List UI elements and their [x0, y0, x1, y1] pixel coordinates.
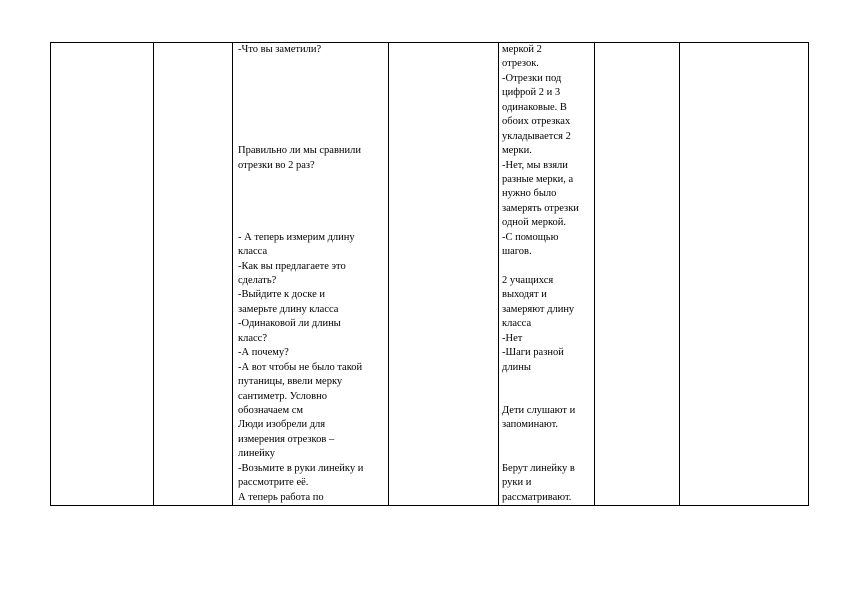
- student-text-line: запоминают.: [502, 419, 559, 431]
- teacher-text-line: - А теперь измерим длину: [238, 231, 355, 243]
- blank-line: [502, 433, 591, 447]
- student-text-line: меркой 2: [502, 44, 542, 55]
- teacher-text-line: сделать?: [238, 275, 277, 286]
- blank-line: [238, 86, 384, 100]
- student-text-line: мерки.: [502, 145, 532, 157]
- teacher-text-line: -Что вы заметили?: [238, 44, 322, 55]
- teacher-text-line: -Выйдите к доске и: [238, 289, 325, 301]
- student-text-line: укладывается 2: [502, 130, 571, 142]
- student-text-line: -С помощью: [502, 231, 559, 243]
- student-text-line: одинаковые. В: [502, 101, 567, 113]
- student-text-line: обоих отрезках: [502, 116, 571, 128]
- blank-line: [238, 202, 384, 216]
- blank-line: [238, 72, 384, 86]
- student-activity-cell: [499, 43, 595, 506]
- student-text-line: нужно было: [502, 188, 557, 200]
- teacher-text-line: -А почему?: [238, 347, 289, 359]
- teacher-text-line: линейку: [238, 448, 275, 460]
- uud-cell: [595, 43, 680, 506]
- teacher-text-line: -Одинаковой ли длины: [238, 318, 341, 330]
- teacher-text-line: Люди изобрели для: [238, 419, 326, 431]
- teacher-text-line: рассмотрите её.: [238, 477, 309, 489]
- student-text-line: выходят и: [502, 289, 547, 301]
- student-text-line: замерять отрезки: [502, 202, 579, 214]
- teacher-text-line: путаницы, ввели мерку: [238, 376, 343, 388]
- student-text-line: руки и: [502, 477, 532, 489]
- student-text-line: длины: [502, 361, 531, 373]
- student-text-line: разные мерки, а: [502, 173, 574, 185]
- student-text-line: отрезок.: [502, 58, 539, 70]
- blank-line: [502, 260, 591, 274]
- blank-line: [238, 57, 384, 71]
- lesson-plan-table: [50, 42, 809, 506]
- student-text-line: Берут линейку в: [502, 462, 575, 474]
- student-text-line: одной меркой.: [502, 217, 567, 229]
- teacher-text-line: -Как вы предлагаете это: [238, 260, 346, 272]
- blank-line: [238, 115, 384, 129]
- table-row: [51, 43, 809, 506]
- teacher-text-line: обозначаем см: [238, 404, 304, 416]
- blank-line: [238, 216, 384, 230]
- student-text-line: 2 учащихся: [502, 275, 554, 286]
- student-activity-text: [499, 43, 594, 505]
- teacher-text-line: класса: [238, 246, 268, 258]
- teacher-text-line: отрезки во 2 раз?: [238, 159, 315, 171]
- stage-cell: [51, 43, 154, 506]
- student-text-line: -Нет, мы взяли: [502, 159, 568, 171]
- blank-line: [238, 173, 384, 187]
- teacher-text-line: измерения отрезков –: [238, 433, 335, 445]
- student-text-line: класса: [502, 318, 532, 330]
- blank-line: [238, 187, 384, 201]
- methods-cell: [389, 43, 499, 506]
- teacher-activity-text: [233, 43, 388, 505]
- blank-line: [502, 375, 591, 389]
- time-cell: [154, 43, 233, 506]
- blank-line: [502, 390, 591, 404]
- student-text-line: -Шаги разной: [502, 347, 564, 359]
- blank-line: [502, 447, 591, 461]
- student-text-line: -Нет: [502, 332, 523, 344]
- blank-line: [238, 101, 384, 115]
- student-text-line: шагов.: [502, 246, 532, 258]
- student-text-line: -Отрезки под: [502, 72, 562, 84]
- teacher-text-line: А теперь работа по: [238, 491, 324, 503]
- teacher-text-line: -А вот чтобы не было такой: [238, 361, 363, 373]
- teacher-activity-cell: [233, 43, 389, 506]
- student-text-line: замеряют длину: [502, 303, 575, 315]
- student-text-line: Дети слушают и: [502, 404, 576, 416]
- teacher-text-line: Правильно ли мы сравнили: [238, 145, 362, 157]
- teacher-text-line: -Возьмите в руки линейку и: [238, 462, 364, 474]
- teacher-text-line: класс?: [238, 332, 267, 344]
- student-text-line: рассматривают.: [502, 491, 572, 503]
- teacher-text-line: замерьте длину класса: [238, 303, 339, 315]
- student-text-line: цифрой 2 и 3: [502, 87, 561, 99]
- results-cell: [680, 43, 809, 506]
- teacher-text-line: сантиметр. Условно: [238, 390, 327, 402]
- blank-line: [238, 130, 384, 144]
